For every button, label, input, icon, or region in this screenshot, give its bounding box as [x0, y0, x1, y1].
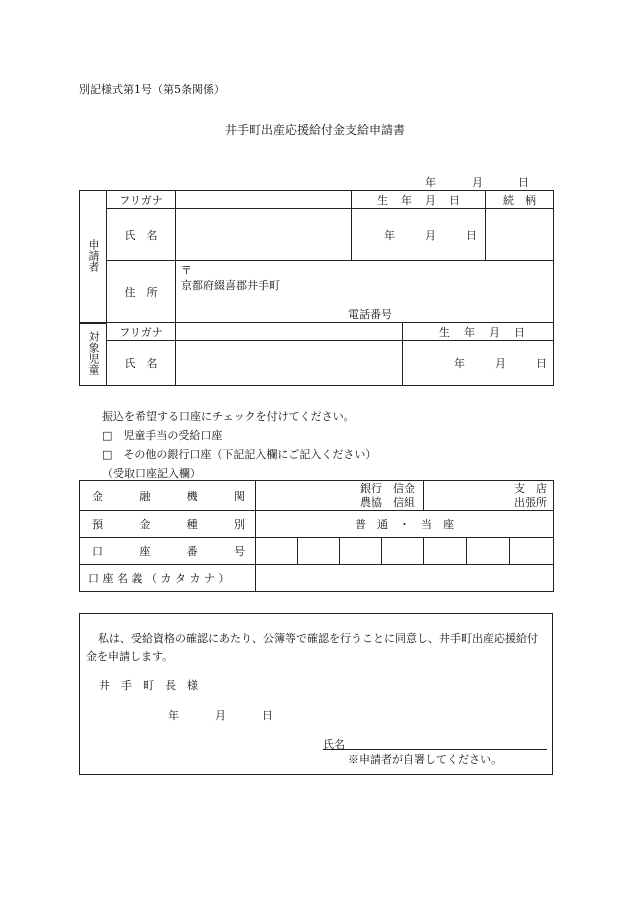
date-month: 月 — [472, 176, 483, 189]
date-year: 年 — [425, 176, 436, 189]
deposit-type-options[interactable]: 普 通 ・ 当 座 — [256, 511, 554, 538]
bank-table — [79, 480, 554, 592]
child-section-label: 対象児童 — [80, 323, 107, 386]
signature-line[interactable] — [323, 736, 547, 750]
account-section-title: （受取口座記入欄） — [102, 467, 201, 480]
applicant-birth-header: 生 年 月 日 — [352, 191, 486, 209]
applicant-section-label: 申請者 — [80, 191, 107, 324]
account-number-label: 口 座 番 号 — [80, 538, 256, 565]
account-digit-4[interactable] — [382, 538, 424, 565]
address-prefill: 京都府綴喜郡井手町 — [181, 279, 280, 292]
child-furigana-label: フリガナ — [107, 323, 176, 341]
form-number: 別記様式第1号（第5条関係） — [79, 83, 225, 96]
postal-mark: 〒 — [181, 264, 192, 277]
consent-text: 私は、受給資格の確認にあたり、公簿等で確認を行うことに同意し、井手町出産応援給付金を申請します。 — [86, 632, 538, 663]
child-name-label: 氏 名 — [107, 341, 176, 386]
signature-note: ※申請者が自署してください。 — [348, 753, 502, 766]
page-title: 井手町出産応援給付金支給申請書 — [224, 123, 405, 137]
institution-label: 金 融 機 関 — [80, 481, 256, 511]
child-furigana-field[interactable] — [176, 323, 403, 341]
signature-label: 氏名 — [323, 738, 345, 751]
applicant-birthdate-field[interactable]: 年 月 日 — [352, 209, 486, 261]
option-other-bank[interactable]: □ その他の銀行口座（下記記入欄にご記入ください） — [102, 448, 377, 461]
institution-name-field[interactable]: 銀行 信金 農協 信組 — [256, 481, 424, 511]
child-birthdate-field[interactable]: 年 月 日 — [403, 341, 554, 386]
child-name-field[interactable] — [176, 341, 403, 386]
applicant-name-field[interactable] — [176, 209, 352, 261]
applicant-relation-label: 続 柄 — [486, 191, 554, 209]
account-digit-5[interactable] — [424, 538, 467, 565]
applicant-furigana-field[interactable] — [176, 191, 352, 209]
option-child-allowance[interactable]: □ 児童手当の受給口座 — [102, 429, 223, 442]
consent-date-month: 月 — [215, 709, 226, 722]
branch-name-field[interactable]: 支 店 出張所 — [424, 481, 554, 511]
account-digit-6[interactable] — [467, 538, 510, 565]
consent-box — [79, 613, 553, 775]
account-holder-label: 口 座 名 義 （ カ タ カ ナ ） — [80, 565, 256, 592]
applicant-address-label: 住 所 — [107, 261, 176, 323]
applicant-name-label: 氏 名 — [107, 209, 176, 261]
consent-date-day: 日 — [262, 709, 273, 722]
account-holder-field[interactable] — [256, 565, 554, 592]
account-digit-1[interactable] — [256, 538, 298, 565]
consent-addressee: 井 手 町 長 様 — [99, 679, 198, 692]
account-instruction: 振込を希望する口座にチェックを付けてください。 — [102, 410, 355, 423]
applicant-address-field[interactable] — [176, 261, 554, 323]
deposit-type-label: 預 金 種 別 — [80, 511, 256, 538]
consent-date-year: 年 — [168, 709, 179, 722]
child-birth-header: 生 年 月 日 — [403, 323, 554, 341]
account-digit-3[interactable] — [340, 538, 382, 565]
child-table — [79, 322, 554, 386]
account-digit-2[interactable] — [298, 538, 340, 565]
date-day: 日 — [518, 176, 529, 189]
applicant-relation-field[interactable] — [486, 209, 554, 261]
account-digit-7[interactable] — [510, 538, 554, 565]
applicant-furigana-label: フリガナ — [107, 191, 176, 209]
applicant-table — [79, 190, 554, 324]
phone-label: 電話番号 — [348, 308, 392, 321]
